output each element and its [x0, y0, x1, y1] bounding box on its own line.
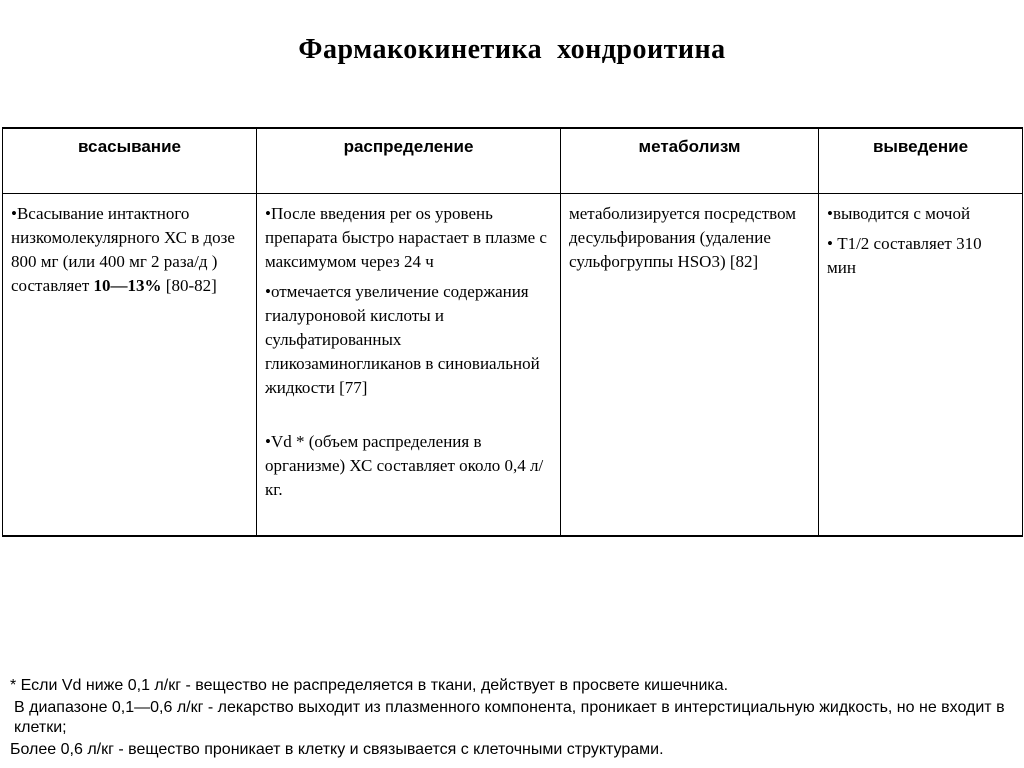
footnote-line: В диапазоне 0,1—0,6 л/кг - лекарство выходит из плазменного компонента, проникает в интерстициальную жидкость, но не входит в клетки;: [14, 699, 1005, 736]
absorption-ref: [80-82]: [161, 276, 217, 295]
distribution-cell: [257, 194, 561, 537]
footnote-line: * Если Vd ниже 0,1 л/кг - вещество не распределяется в ткани, действует в просвете кишечника.: [10, 677, 729, 694]
absorption-cell: [3, 194, 257, 537]
pharmacokinetics-table: [2, 127, 1023, 537]
metabolism-cell: [561, 194, 819, 537]
excretion-item: •выводится с мочой: [827, 204, 971, 223]
distribution-item: •отмечается увеличение содержания гиалуроновой кислоты и сульфатированных гликозаминогликанов в синовиальной жидкости [77]: [265, 282, 540, 397]
distribution-item: •Vd * (объем распределения в организме) ХС составляет около 0,4 л/кг.: [265, 432, 544, 499]
header-absorption: всасывание: [3, 128, 257, 194]
absorption-text: •Всасывание интактного низкомолекулярного ХС в дозе 800 мг (или 400 мг 2 раза/д ) составляет: [11, 204, 235, 295]
header-metabolism: метаболизм: [561, 128, 819, 194]
excretion-item: • Т1/2 составляет 310 мин: [827, 234, 982, 277]
absorption-percent: 10—13%: [93, 276, 162, 295]
page-title: Фармакокинетика хондроитина: [298, 34, 726, 65]
table-row: [3, 194, 1023, 537]
header-excretion: выведение: [819, 128, 1023, 194]
header-distribution: распределение: [257, 128, 561, 194]
metabolism-text: метаболизируется посредством десульфирования (удаление сульфогруппы HSO3) [82]: [569, 204, 797, 271]
footnote-block: [10, 676, 1014, 762]
excretion-cell: [819, 194, 1023, 537]
table-header-row: [3, 128, 1023, 194]
distribution-item: •После введения per os уровень препарата быстро нарастает в плазме с максимумом через 24 ч: [265, 204, 547, 271]
footnote-line: Более 0,6 л/кг - вещество проникает в клетку и связывается с клеточными структурами.: [10, 741, 664, 758]
